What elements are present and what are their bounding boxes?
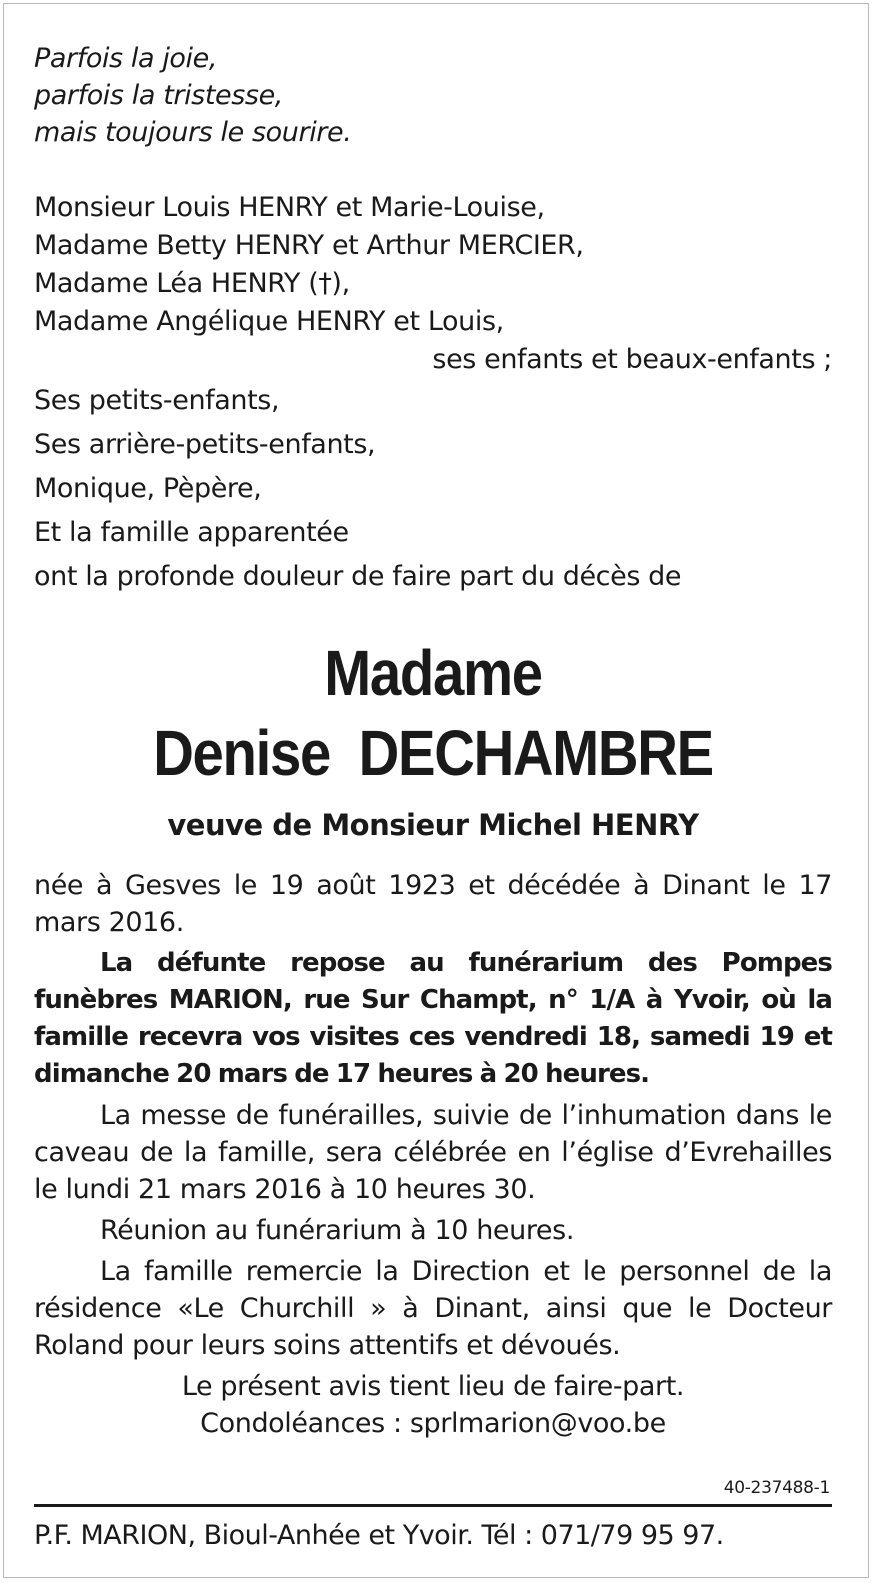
relative-line: Monique, Pèpère, bbox=[34, 473, 262, 504]
poem-line: mais toujours le sourire. bbox=[34, 117, 352, 148]
closing-note: Le présent avis tient lieu de faire-part. bbox=[181, 1371, 685, 1402]
family-member: Monsieur Louis HENRY et Marie-Louise, bbox=[34, 192, 545, 223]
family-member: Madame Angélique HENRY et Louis, bbox=[34, 306, 504, 337]
divider bbox=[34, 1504, 832, 1507]
obituary-notice bbox=[34, 40, 832, 1442]
opening-poem bbox=[34, 40, 832, 151]
widow-of: veuve de Monsieur Michel HENRY bbox=[167, 808, 699, 842]
deceased-block bbox=[34, 633, 832, 845]
poem-line: Parfois la joie, bbox=[34, 43, 218, 74]
relative-line: Ses arrière-petits-enfants, bbox=[34, 429, 376, 460]
children-list bbox=[34, 189, 832, 379]
thanks-info: La famille remercie la Direction et le personnel de la résidence «Le Churchill » à Dinant, ainsi que le Docteur Roland pour leurs soins attentifs et dévoués. bbox=[34, 1256, 832, 1361]
poem-line: parfois la tristesse, bbox=[34, 80, 283, 111]
funeral-home-footer: P.F. MARION, Bioul-Anhée et Yvoir. Tél : 071/79 95 97. bbox=[34, 1520, 724, 1551]
birth-death-info: née à Gesves le 19 août 1923 et décédée à Dinant le 17 mars 2016. bbox=[34, 870, 832, 938]
condolences-line: Condoléances : sprlmarion@voo.be bbox=[200, 1408, 666, 1439]
relative-line: Ses petits-enfants, bbox=[34, 385, 280, 416]
meeting-info: Réunion au funérarium à 10 heures. bbox=[100, 1215, 574, 1246]
family-member: Madame Betty HENRY et Arthur MERCIER, bbox=[34, 230, 584, 261]
deceased-title: Madame bbox=[324, 637, 542, 709]
announcement-line: ont la profonde douleur de faire part du décès de bbox=[34, 561, 682, 592]
family-member: Madame Léa HENRY (†), bbox=[34, 268, 350, 299]
relative-line: Et la famille apparentée bbox=[34, 517, 349, 548]
visitation-info: La défunte repose au funérarium des Pompes funèbres MARION, rue Sur Champt, n° 1/A à Yvoir, où la famille recevra vos visites ces vendredi 18, samedi 19 et dimanche 20 mars de 17 heures à 20 heures. bbox=[34, 948, 832, 1089]
reference-number: 40-237488-1 bbox=[723, 1478, 830, 1498]
relatives-list bbox=[34, 379, 832, 599]
deceased-name: Denise DECHAMBRE bbox=[153, 717, 713, 789]
children-relation: ses enfants et beaux-enfants ; bbox=[432, 344, 832, 375]
funeral-mass-info: La messe de funérailles, suivie de l’inhumation dans le caveau de la famille, sera célébrée en l’église d’Evrehailles le lundi 21 mars 2016 à 10 heures 30. bbox=[34, 1100, 832, 1205]
